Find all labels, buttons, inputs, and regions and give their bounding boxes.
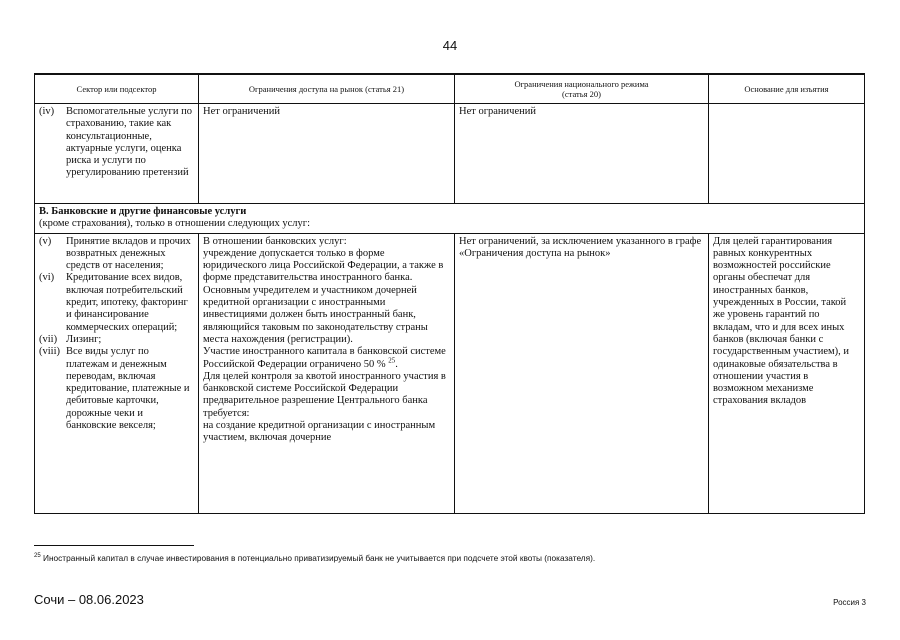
footnote [34,553,595,563]
list-item [39,334,194,346]
footer-document-id: Россия 3 [833,598,866,607]
item-number: (viii) [39,346,60,358]
item-text: Лизинг; [66,333,102,345]
item-number: (vii) [39,333,58,345]
item-number: (v) [39,235,52,247]
header-sector: Сектор или подсектор [35,74,199,104]
footnote-number: 25 [34,553,41,560]
header-market-access: Ограничения доступа на рынок (статья 21) [199,74,455,104]
quota-text: Участие иностранного капитала в банковской системе Российской Федерации ограничено 50 % [203,346,446,370]
header-national-treatment-line1: Ограничения национального режима [514,79,649,89]
footnote-text: Иностранный капитал в случае инвестирования в потенциально приватизируемый банк не учитывается при подсчете этой квоты (показателя). [43,553,596,563]
table-row-banking [35,233,865,513]
cell-sector-iv [35,104,199,204]
header-row [35,74,865,104]
cell-national-treatment-banking: Нет ограничений, за исключением указанного в графе «Ограничения доступа на рынок» [455,233,709,513]
item-text: Принятие вкладов и прочих возвратных денежных средств от населения; [66,235,191,272]
paragraph: Для целей контроля за квотой иностранного участия в банковской системе Российской Федерации предварительное разрешение Центрального банка требуется: [203,370,446,419]
footer-location-date: Сочи – 08.06.2023 [34,592,144,607]
paragraph: В отношении банковских услуг: [203,235,347,247]
footnote-ref[interactable]: 25 [388,356,396,365]
item-number: (vi) [39,272,55,284]
paragraph: на создание кредитной организации с иностранным участием, включая дочерние [203,420,436,444]
header-national-treatment-line2: (статья 20) [562,89,601,99]
cell-exemption-banking: Для целей гарантирования равных конкурентных возможностей российские органы обеспечат для иностранных банков, учрежденных в России, такой же уровень гарантий по вкладам, что и для всех иных банков (включая банки с государственным участием), и одинаковые обязательства в отношении участия в возможном механизме страхования вкладов [709,233,865,513]
section-subtitle: (кроме страхования), только в отношении следующих услуг: [39,218,310,230]
section-row-b [35,204,865,234]
header-exemption: Основание для изъятия [709,74,865,104]
section-title: B. Банковские и другие финансовые услуги [39,206,247,217]
cell-sector-banking [35,233,199,513]
item-text: Вспомогательные услуги по страхованию, такие как консультационные, актуарные услуги, оценка риска и услуги по урегулированию претензий [66,106,192,179]
header-national-treatment [455,74,709,104]
paragraph: учреждение допускается только в форме юридического лица Российской Федерации, а также в форме представительства иностранного банка. [203,247,444,284]
paragraph: Основным учредителем и участником дочерней кредитной организации с иностранными инвестициями должен быть иностранный банк, являющийся таковым по законодательству страны места нахождения (регистрации). [203,284,428,345]
list-item [39,272,194,333]
list-item [39,106,194,180]
item-text: Кредитование всех видов, включая потребительский кредит, ипотеку, факторинг и финансирование коммерческих операций; [66,272,188,333]
item-text: Все виды услуг по платежам и денежным переводам, включая кредитование, платежные и дебитовые карточки, дорожные чеки и банковские векселя; [66,346,190,432]
quota-end: . [395,358,398,370]
cell-exemption-iv [709,104,865,204]
item-number: (iv) [39,106,55,117]
footnote-divider [34,545,194,546]
cell-national-treatment-iv: Нет ограничений [455,104,709,204]
section-b-cell [35,204,865,234]
cell-market-access-iv: Нет ограничений [199,104,455,204]
paragraph-quota [203,346,450,371]
list-item [39,236,194,273]
table-row-iv [35,104,865,204]
list-item [39,346,194,432]
page-number: 44 [442,38,458,53]
cell-market-access-banking [199,233,455,513]
schedule-table [34,73,865,514]
